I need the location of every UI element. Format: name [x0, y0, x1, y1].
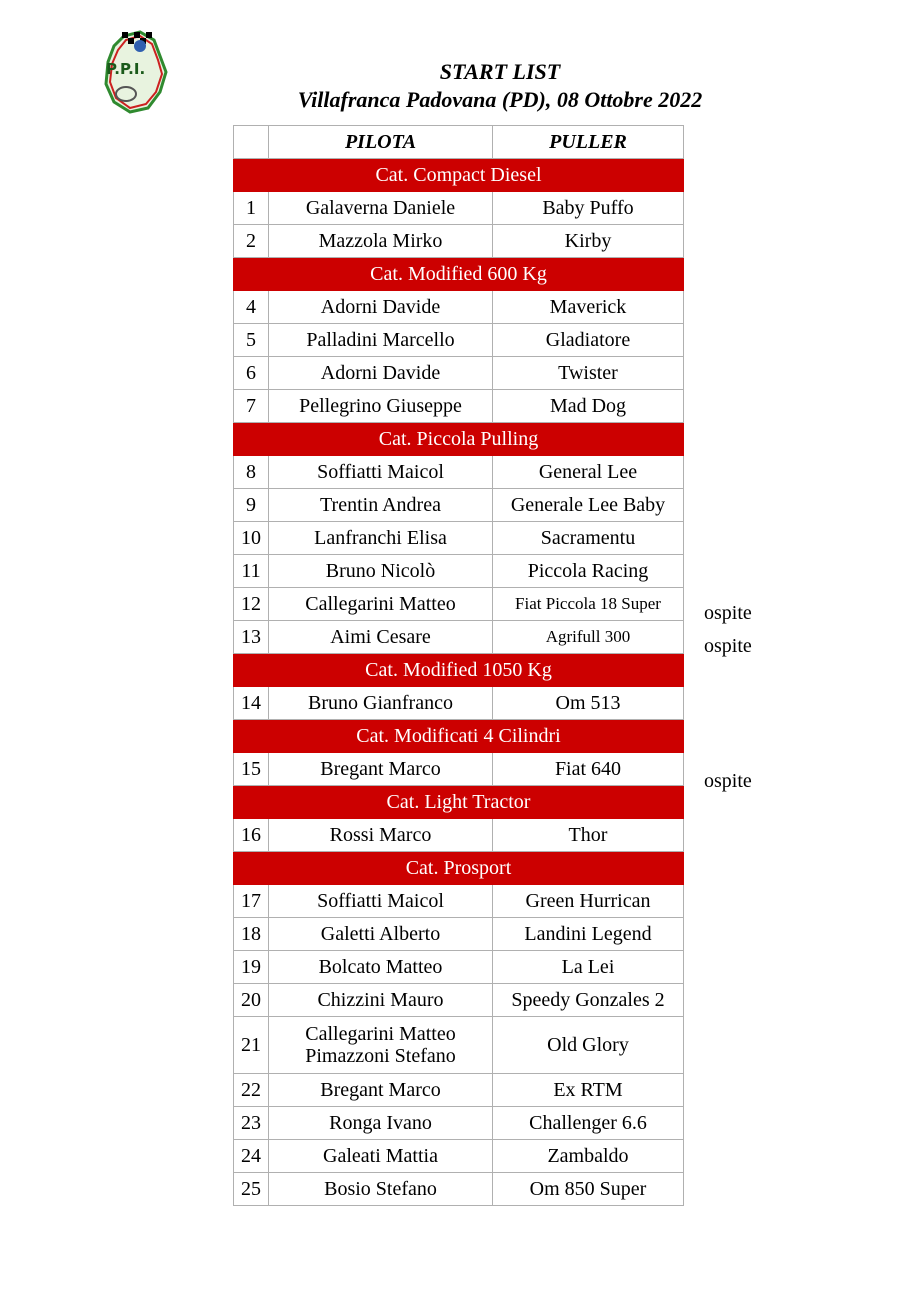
row-puller: Fiat Piccola 18 Super — [493, 588, 684, 621]
row-puller: Gladiatore — [493, 324, 684, 357]
row-num: 13 — [234, 621, 269, 654]
table-header-row — [234, 126, 684, 159]
row-pilota: Bosio Stefano — [269, 1173, 493, 1206]
table-row — [234, 918, 684, 951]
row-num: 21 — [234, 1017, 269, 1074]
row-puller: Old Glory — [493, 1017, 684, 1074]
row-puller: Thor — [493, 819, 684, 852]
row-puller: Fiat 640 — [493, 753, 684, 786]
table-row — [234, 324, 684, 357]
start-list-table — [233, 125, 684, 1206]
row-pilota: Mazzola Mirko — [269, 225, 493, 258]
category-row — [234, 423, 684, 456]
row-pilota: Ronga Ivano — [269, 1107, 493, 1140]
row-num: 1 — [234, 192, 269, 225]
row-puller: Om 513 — [493, 687, 684, 720]
svg-text:P.P.I.: P.P.I. — [106, 60, 146, 78]
row-num: 23 — [234, 1107, 269, 1140]
table-row — [234, 1173, 684, 1206]
row-num: 8 — [234, 456, 269, 489]
row-puller: Ex RTM — [493, 1074, 684, 1107]
row-num: 18 — [234, 918, 269, 951]
category-row — [234, 852, 684, 885]
row-num: 14 — [234, 687, 269, 720]
row-pilota-second: Pimazzoni Stefano — [305, 1045, 456, 1067]
row-num: 17 — [234, 885, 269, 918]
table-row — [234, 687, 684, 720]
row-num: 15 — [234, 753, 269, 786]
row-pilota: Trentin Andrea — [269, 489, 493, 522]
table-row — [234, 390, 684, 423]
row-pilota: Bruno Gianfranco — [269, 687, 493, 720]
table-row — [234, 456, 684, 489]
row-num: 2 — [234, 225, 269, 258]
title-block — [230, 58, 770, 114]
row-pilota: Adorni Davide — [269, 357, 493, 390]
row-num: 19 — [234, 951, 269, 984]
row-pilota-pair — [269, 1017, 493, 1074]
category-label: Cat. Modificati 4 Cilindri — [234, 720, 684, 753]
table-row — [234, 621, 684, 654]
row-puller: Green Hurrican — [493, 885, 684, 918]
row-puller: Piccola Racing — [493, 555, 684, 588]
category-label: Cat. Light Tractor — [234, 786, 684, 819]
row-pilota: Aimi Cesare — [269, 621, 493, 654]
page-title: START LIST — [439, 59, 561, 84]
row-pilota: Galeati Mattia — [269, 1140, 493, 1173]
row-pilota: Adorni Davide — [269, 291, 493, 324]
row-pilota: Soffiatti Maicol — [269, 885, 493, 918]
guest-note: ospite — [704, 635, 752, 657]
table-row — [234, 885, 684, 918]
category-row — [234, 258, 684, 291]
row-puller: General Lee — [493, 456, 684, 489]
row-num: 12 — [234, 588, 269, 621]
table-row — [234, 1140, 684, 1173]
row-pilota: Galetti Alberto — [269, 918, 493, 951]
category-row — [234, 786, 684, 819]
row-pilota: Callegarini Matteo — [269, 588, 493, 621]
row-num: 10 — [234, 522, 269, 555]
row-puller: Om 850 Super — [493, 1173, 684, 1206]
row-puller: Sacramentu — [493, 522, 684, 555]
row-num: 7 — [234, 390, 269, 423]
category-label: Cat. Prosport — [234, 852, 684, 885]
header-num-cell — [234, 126, 269, 159]
category-label: Cat. Piccola Pulling — [234, 423, 684, 456]
row-puller: Mad Dog — [493, 390, 684, 423]
row-puller: Kirby — [493, 225, 684, 258]
guest-note: ospite — [704, 770, 752, 792]
table-row — [234, 357, 684, 390]
row-num: 24 — [234, 1140, 269, 1173]
row-puller: Twister — [493, 357, 684, 390]
row-num: 20 — [234, 984, 269, 1017]
row-num: 16 — [234, 819, 269, 852]
page-subtitle: Villafranca Padovana (PD), 08 Ottobre 2022 — [297, 87, 703, 112]
header-puller: PULLER — [493, 126, 684, 159]
table-row — [234, 489, 684, 522]
row-puller: Baby Puffo — [493, 192, 684, 225]
table-row — [234, 192, 684, 225]
row-puller: Agrifull 300 — [493, 621, 684, 654]
row-puller: La Lei — [493, 951, 684, 984]
row-pilota: Callegarini Matteo — [305, 1023, 456, 1045]
guest-note: ospite — [704, 602, 752, 624]
row-puller: Challenger 6.6 — [493, 1107, 684, 1140]
row-num: 22 — [234, 1074, 269, 1107]
category-label: Cat. Modified 1050 Kg — [234, 654, 684, 687]
row-puller: Generale Lee Baby — [493, 489, 684, 522]
table-row — [234, 291, 684, 324]
row-pilota: Palladini Marcello — [269, 324, 493, 357]
row-num: 6 — [234, 357, 269, 390]
row-pilota: Pellegrino Giuseppe — [269, 390, 493, 423]
table-row — [234, 1107, 684, 1140]
row-pilota: Galaverna Daniele — [269, 192, 493, 225]
table-row — [234, 522, 684, 555]
row-pilota: Bregant Marco — [269, 1074, 493, 1107]
row-num: 5 — [234, 324, 269, 357]
ppi-logo — [100, 22, 172, 114]
table-row — [234, 555, 684, 588]
table-row — [234, 1074, 684, 1107]
row-pilota: Bolcato Matteo — [269, 951, 493, 984]
table-row — [234, 588, 684, 621]
table-row — [234, 984, 684, 1017]
row-num: 11 — [234, 555, 269, 588]
row-pilota: Bregant Marco — [269, 753, 493, 786]
table-row — [234, 819, 684, 852]
row-pilota: Bruno Nicolò — [269, 555, 493, 588]
row-puller: Maverick — [493, 291, 684, 324]
category-label: Cat. Modified 600 Kg — [234, 258, 684, 291]
header-pilota: PILOTA — [269, 126, 493, 159]
table-row — [234, 225, 684, 258]
category-row — [234, 654, 684, 687]
row-num: 4 — [234, 291, 269, 324]
row-num: 25 — [234, 1173, 269, 1206]
row-pilota: Chizzini Mauro — [269, 984, 493, 1017]
table-row — [234, 1017, 684, 1074]
row-puller: Zambaldo — [493, 1140, 684, 1173]
row-pilota: Lanfranchi Elisa — [269, 522, 493, 555]
row-puller: Speedy Gonzales 2 — [493, 984, 684, 1017]
row-pilota: Soffiatti Maicol — [269, 456, 493, 489]
category-row — [234, 159, 684, 192]
category-row — [234, 720, 684, 753]
table-row — [234, 951, 684, 984]
table-row — [234, 753, 684, 786]
row-num: 9 — [234, 489, 269, 522]
row-puller: Landini Legend — [493, 918, 684, 951]
category-label: Cat. Compact Diesel — [234, 159, 684, 192]
row-pilota: Rossi Marco — [269, 819, 493, 852]
